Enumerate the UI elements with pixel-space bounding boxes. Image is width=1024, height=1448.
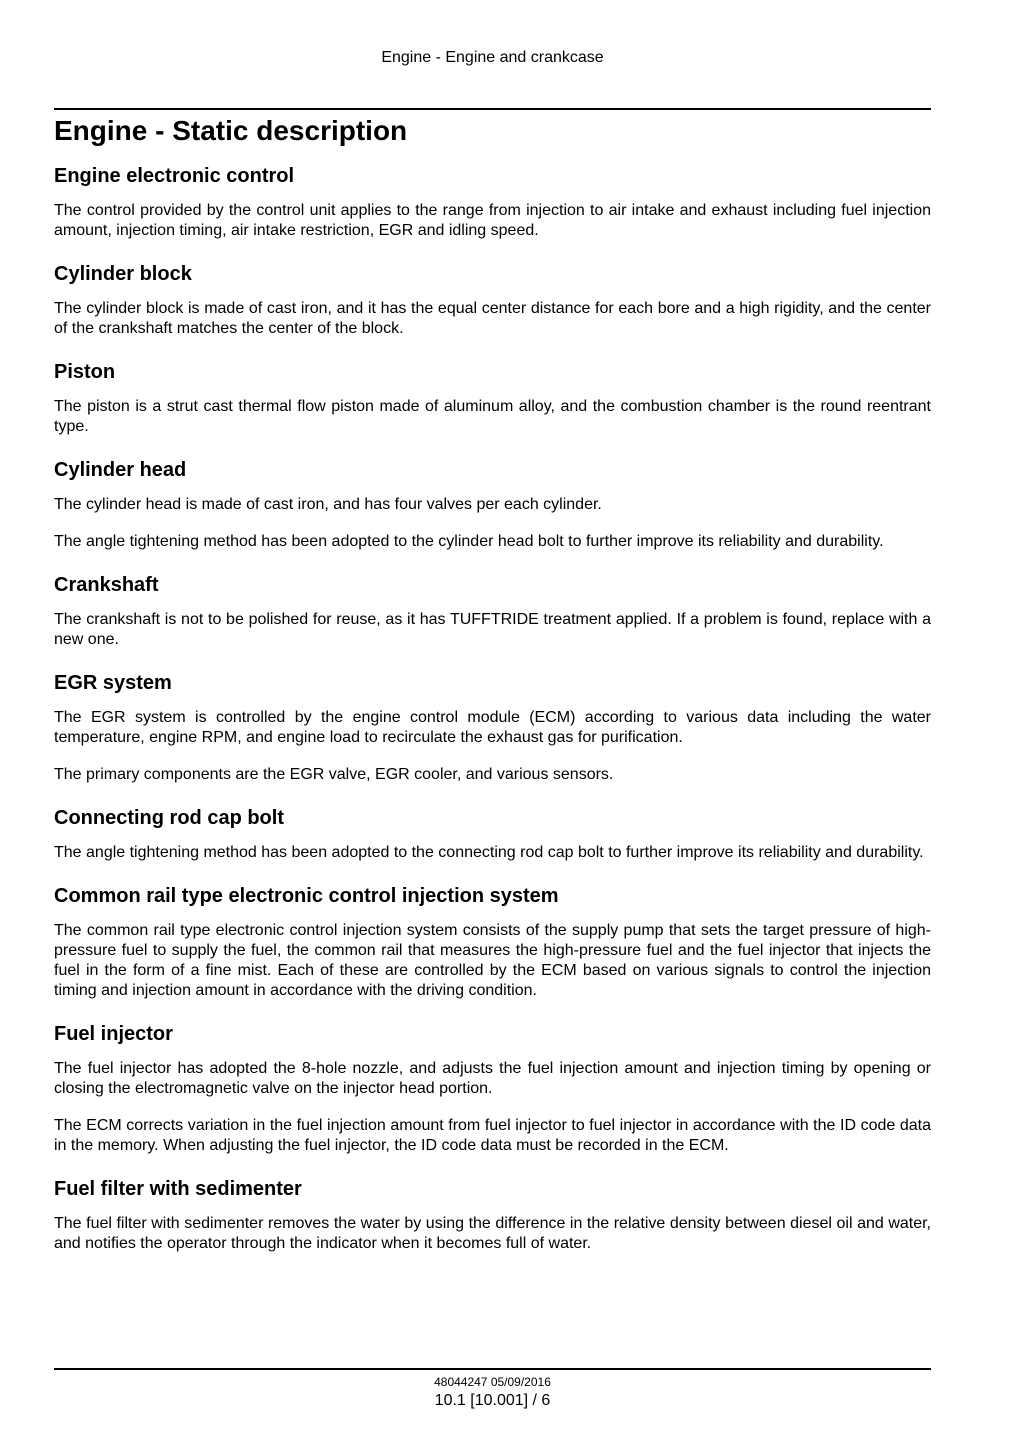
document-body [54,113,931,1254]
section-paragraph: The cylinder block is made of cast iron, and it has the equal center distance for each bore and a high rigidity, and the center of the crankshaft matches the center of the block. [54,300,931,337]
running-header: Engine - Engine and crankcase [381,49,604,66]
section-paragraph: The angle tightening method has been adopted to the cylinder head bolt to further improve its reliability and durability. [54,533,884,550]
section-paragraph: The common rail type electronic control injection system consists of the supply pump that sets the target pressure of high-pressure fuel to supply the fuel, the common rail that measures the high-pressure fuel and the fuel injector that injects the fuel in the form of a fine mist. Each of these are controlled by the ECM based on various signals to control the injection timing and injection amount in accordance with the driving condition. [54,922,931,999]
page-title: Engine - Static description [54,115,408,146]
section-heading: EGR system [54,672,172,694]
section-paragraph: The piston is a strut cast thermal flow piston made of aluminum alloy, and the combustion chamber is the round reentrant type. [54,398,931,435]
section-paragraph: The control provided by the control unit applies to the range from injection to air intake and exhaust including fuel injection amount, injection timing, air intake restriction, EGR and idling speed. [54,202,931,239]
section-heading: Common rail type electronic control injection system [54,885,559,907]
section-paragraph: The primary components are the EGR valve, EGR cooler, and various sensors. [54,766,614,783]
top-divider [54,108,931,110]
section [54,1176,931,1254]
section [54,457,931,552]
section [54,805,931,863]
sections-container [54,163,931,1254]
section-heading: Cylinder block [54,263,192,285]
section [54,163,931,241]
section-paragraph: The ECM corrects variation in the fuel injection amount from fuel injector to fuel injector in accordance with the ID code data in the memory. When adjusting the fuel injector, the ID code data must be recorded in the ECM. [54,1117,931,1154]
section [54,572,931,650]
section [54,359,931,437]
section-paragraph: The EGR system is controlled by the engine control module (ECM) according to various data including the water temperature, engine RPM, and engine load to recirculate the exhaust gas for purification. [54,709,931,746]
section-heading: Piston [54,361,116,383]
bottom-divider [54,1368,931,1370]
section-heading: Engine electronic control [54,165,295,187]
page-number: 10.1 [10.001] / 6 [434,1392,551,1409]
section-heading: Connecting rod cap bolt [54,807,284,829]
section-heading: Cylinder head [54,459,187,481]
section-heading: Fuel filter with sedimenter [54,1178,302,1200]
document-id: 48044247 05/09/2016 [434,1375,551,1389]
section-paragraph: The fuel injector has adopted the 8-hole nozzle, and adjusts the fuel injection amount and injection timing by opening or closing the electromagnetic valve on the injector head portion. [54,1060,931,1097]
section-heading: Fuel injector [54,1023,173,1045]
section-heading: Crankshaft [54,574,159,596]
section [54,261,931,339]
section-paragraph: The angle tightening method has been adopted to the connecting rod cap bolt to further improve its reliability and durability. [54,844,924,861]
section [54,670,931,785]
section [54,1021,931,1156]
section-paragraph: The cylinder head is made of cast iron, and has four valves per each cylinder. [54,496,602,513]
section [54,883,931,1001]
section-paragraph: The fuel filter with sedimenter removes the water by using the difference in the relative density between diesel oil and water, and notifies the operator through the indicator when it becomes full of water. [54,1215,931,1252]
section-paragraph: The crankshaft is not to be polished for reuse, as it has TUFFTRIDE treatment applied. If a problem is found, replace with a new one. [54,611,931,648]
